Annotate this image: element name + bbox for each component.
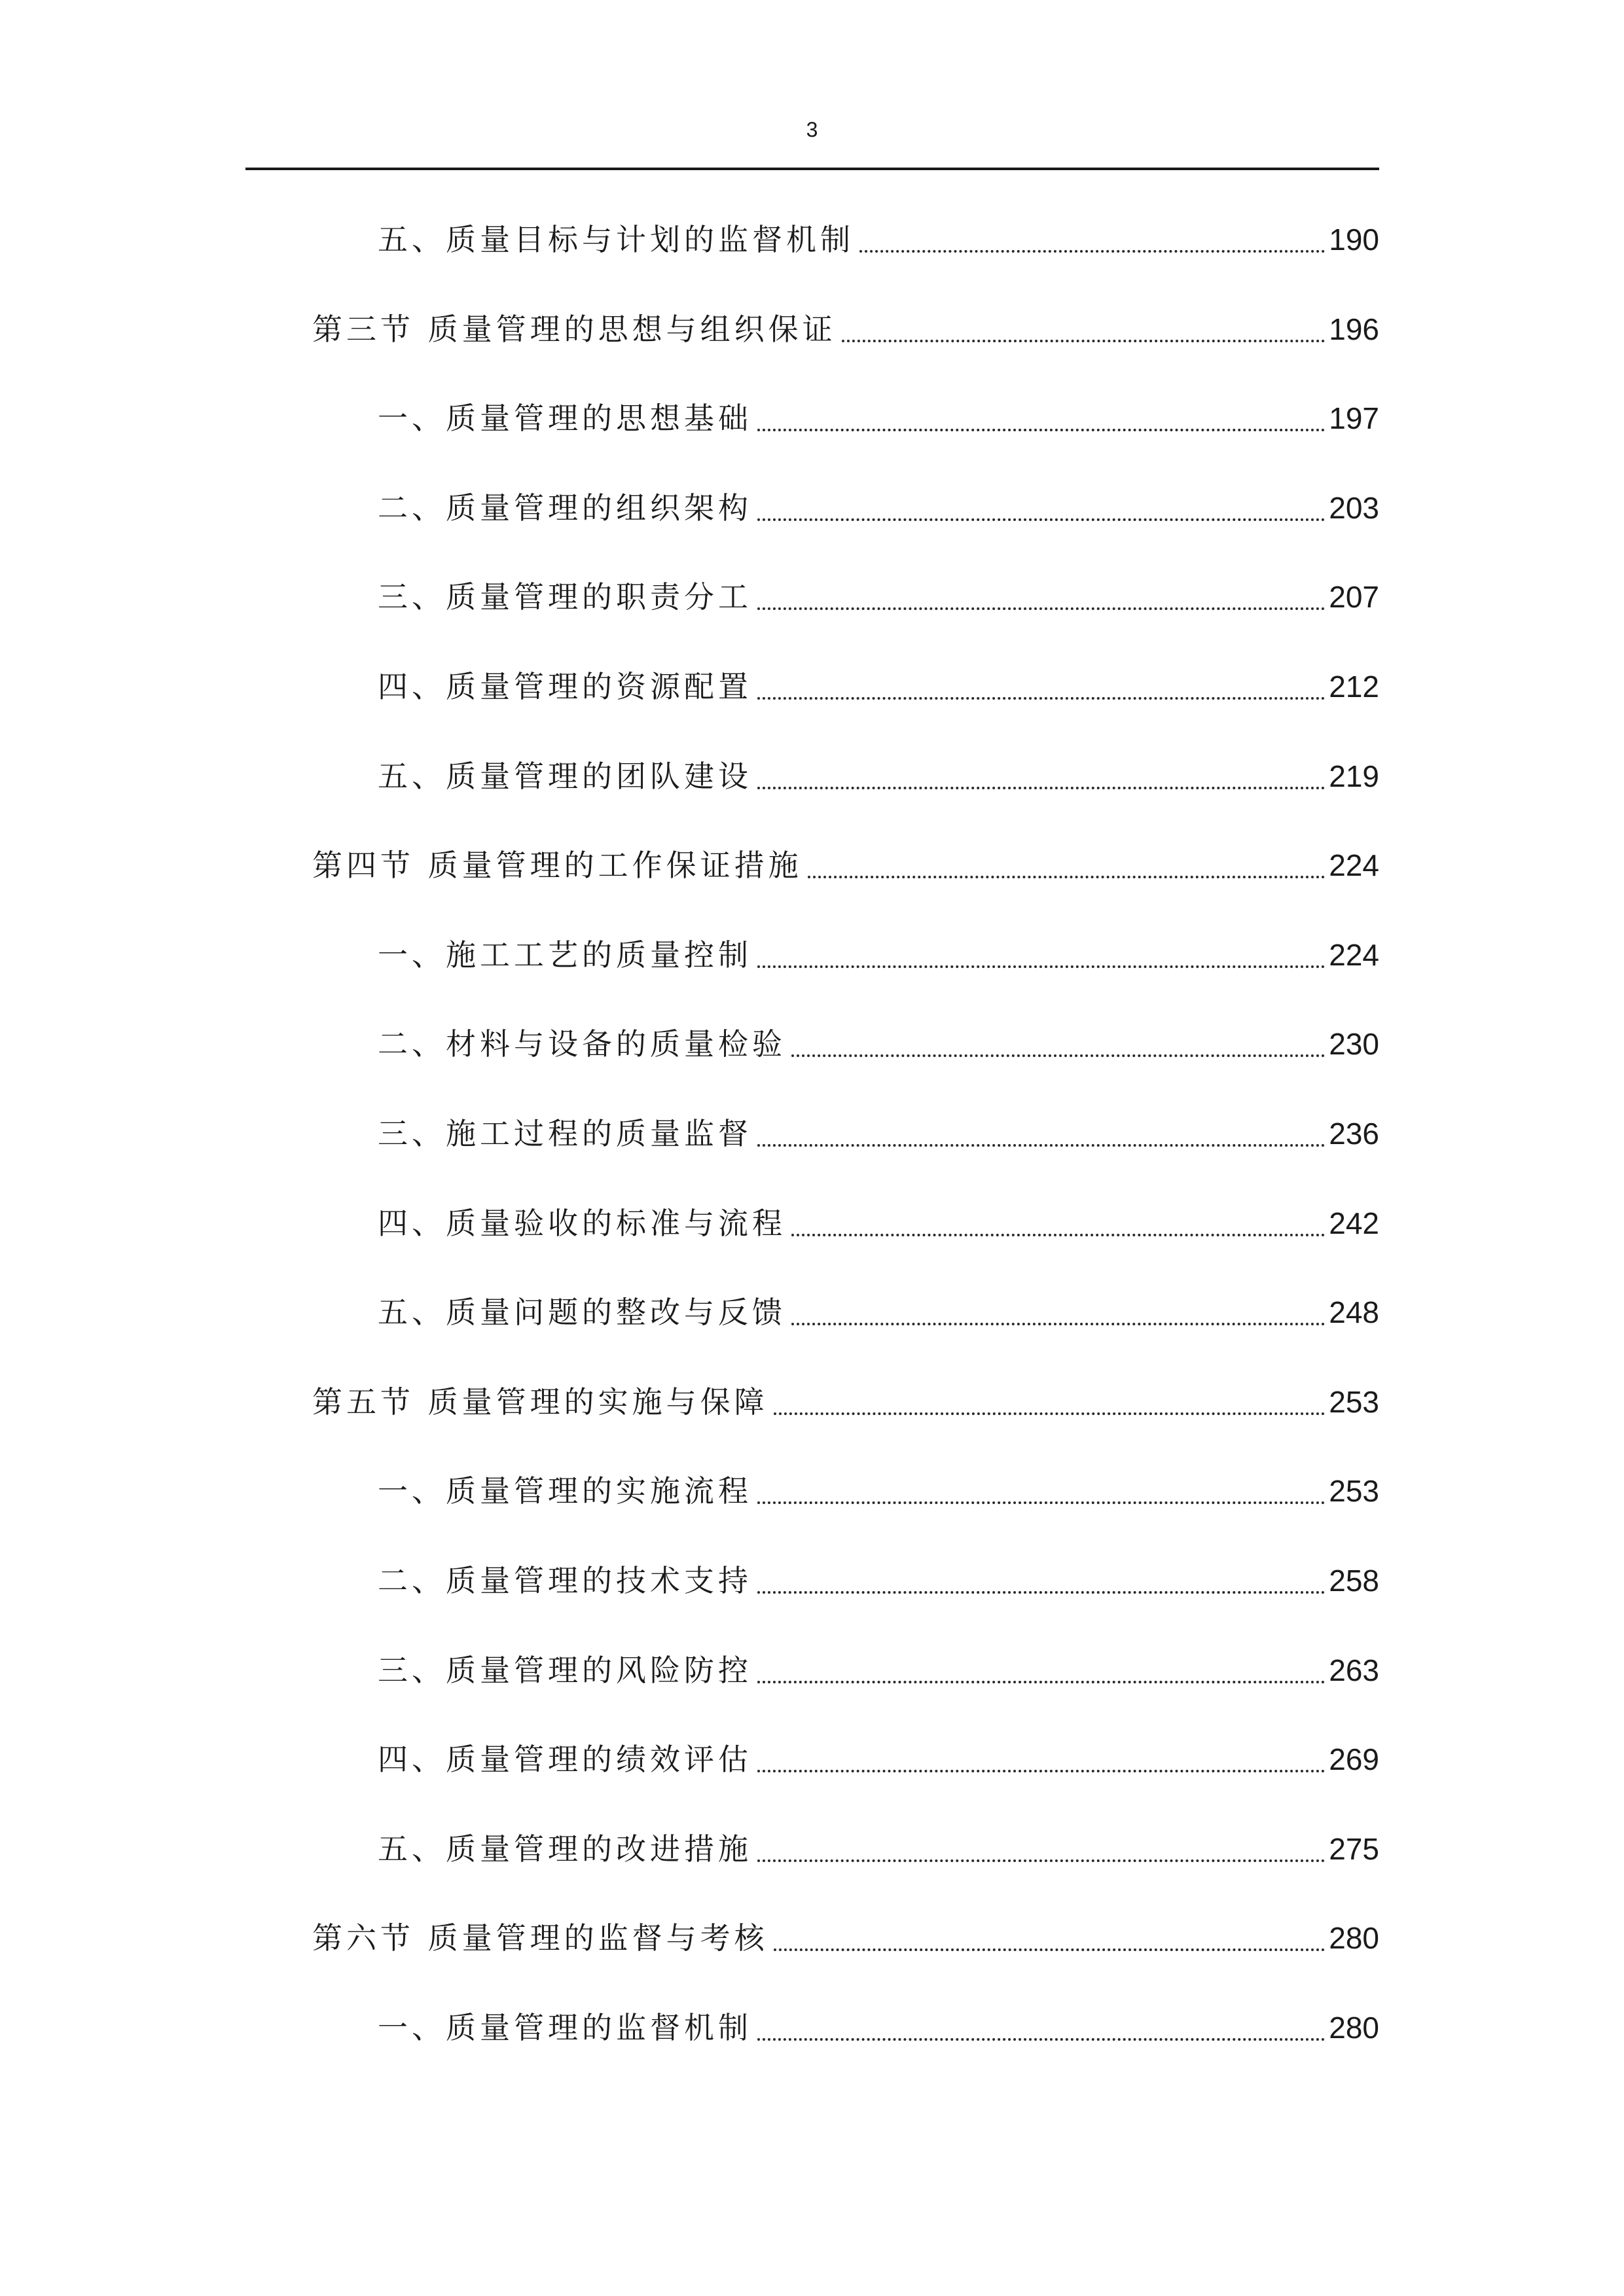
- toc-subsection-entry[interactable]: [0, 2001, 1379, 2054]
- toc-dot-leader: [757, 787, 1325, 789]
- toc-entry-title: 五、质量目标与计划的监督机制: [378, 222, 854, 257]
- toc-subsection-entry[interactable]: [0, 1197, 1379, 1249]
- toc-dot-leader: [842, 340, 1326, 342]
- toc-dot-leader: [757, 1591, 1325, 1594]
- toc-subsection-entry[interactable]: [0, 1823, 1379, 1875]
- toc-subsection-entry[interactable]: [0, 1554, 1379, 1607]
- toc-dot-leader: [757, 1681, 1325, 1683]
- toc-entry-page-number: 203: [1329, 491, 1379, 525]
- toc-entry-title: 五、质量管理的改进措施: [378, 1831, 752, 1867]
- toc-subsection-entry[interactable]: [0, 1733, 1379, 1785]
- toc-entry-title: 第六节 质量管理的监督与考核: [312, 1920, 768, 1956]
- toc-entry-page-number: 258: [1329, 1564, 1379, 1598]
- toc-dot-leader: [757, 429, 1325, 431]
- toc-entry-title: 四、质量管理的资源配置: [378, 669, 752, 704]
- toc-entry-title: 五、质量管理的团队建设: [378, 759, 752, 794]
- toc-entry-page-number: 263: [1329, 1653, 1379, 1687]
- toc-entry-page-number: 224: [1329, 848, 1379, 882]
- toc-entry-title: 第四节 质量管理的工作保证措施: [312, 848, 803, 883]
- toc-dot-leader: [859, 250, 1325, 253]
- toc-entry-page-number: 275: [1329, 1832, 1379, 1866]
- toc-dot-leader: [757, 607, 1325, 610]
- header-rule: [245, 168, 1379, 170]
- toc-entry-title: 一、质量管理的实施流程: [378, 1473, 752, 1509]
- toc-entry-page-number: 280: [1329, 1921, 1379, 1955]
- toc-dot-leader: [757, 518, 1325, 521]
- toc-dot-leader: [757, 697, 1325, 700]
- toc-entry-title: 二、质量管理的技术支持: [378, 1563, 752, 1598]
- page-number: 3: [806, 118, 818, 141]
- toc-dot-leader: [791, 1054, 1325, 1057]
- toc-entry-title: 五、质量问题的整改与反馈: [378, 1295, 786, 1330]
- toc-subsection-entry[interactable]: [0, 1018, 1379, 1070]
- toc-dot-leader: [757, 1859, 1325, 1862]
- toc-section-entry[interactable]: [0, 1912, 1379, 1964]
- toc-subsection-entry[interactable]: [0, 750, 1379, 802]
- toc-entry-page-number: 253: [1329, 1474, 1379, 1508]
- toc-entry-page-number: 253: [1329, 1385, 1379, 1419]
- toc-dot-leader: [808, 876, 1326, 878]
- toc-entry-page-number: 197: [1329, 401, 1379, 435]
- toc-entry-page-number: 196: [1329, 312, 1379, 346]
- toc-entry-title: 第五节 质量管理的实施与保障: [312, 1384, 768, 1420]
- toc-section-entry[interactable]: [0, 839, 1379, 891]
- toc-subsection-entry[interactable]: [0, 392, 1379, 444]
- toc-dot-leader: [791, 1234, 1325, 1236]
- toc-entry-title: 一、施工工艺的质量控制: [378, 937, 752, 973]
- toc-dot-leader: [774, 1412, 1326, 1415]
- toc-entry-title: 三、施工过程的质量监督: [378, 1116, 752, 1151]
- toc-entry-title: 一、质量管理的监督机制: [378, 2010, 752, 2045]
- toc-subsection-entry[interactable]: [0, 1286, 1379, 1338]
- toc-entry-page-number: 269: [1329, 1742, 1379, 1776]
- toc-dot-leader: [757, 1770, 1325, 1772]
- toc-dot-leader: [757, 965, 1325, 968]
- toc-entry-title: 三、质量管理的风险防控: [378, 1653, 752, 1688]
- toc-dot-leader: [791, 1323, 1325, 1325]
- toc-subsection-entry[interactable]: [0, 1644, 1379, 1696]
- toc-dot-leader: [757, 2038, 1325, 2041]
- toc-entry-page-number: 212: [1329, 670, 1379, 704]
- toc-entry-title: 二、质量管理的组织架构: [378, 490, 752, 526]
- toc-dot-leader: [757, 1501, 1325, 1504]
- toc-entry-page-number: 248: [1329, 1295, 1379, 1329]
- toc-entry-title: 二、材料与设备的质量检验: [378, 1026, 786, 1062]
- toc-entry-page-number: 219: [1329, 759, 1379, 793]
- toc-dot-leader: [774, 1948, 1326, 1951]
- toc-entry-title: 四、质量管理的绩效评估: [378, 1742, 752, 1777]
- toc-subsection-entry[interactable]: [0, 571, 1379, 623]
- toc-section-entry[interactable]: [0, 1376, 1379, 1428]
- toc-subsection-entry[interactable]: [0, 1107, 1379, 1160]
- toc-subsection-entry[interactable]: [0, 929, 1379, 981]
- toc-entry-title: 三、质量管理的职责分工: [378, 579, 752, 615]
- toc-subsection-entry[interactable]: [0, 213, 1379, 266]
- toc-entry-page-number: 230: [1329, 1027, 1379, 1061]
- toc-subsection-entry[interactable]: [0, 482, 1379, 534]
- toc-entry-page-number: 242: [1329, 1206, 1379, 1240]
- toc-entry-page-number: 207: [1329, 580, 1379, 614]
- toc-entry-title: 一、质量管理的思想基础: [378, 401, 752, 436]
- toc-entry-page-number: 236: [1329, 1117, 1379, 1151]
- toc-entry-title: 第三节 质量管理的思想与组织保证: [312, 312, 837, 347]
- toc-entry-page-number: 280: [1329, 2011, 1379, 2045]
- toc-entry-page-number: 190: [1329, 223, 1379, 257]
- toc-subsection-entry[interactable]: [0, 660, 1379, 713]
- toc-section-entry[interactable]: [0, 303, 1379, 355]
- toc-dot-leader: [757, 1144, 1325, 1147]
- toc-entry-title: 四、质量验收的标准与流程: [378, 1206, 786, 1241]
- toc-subsection-entry[interactable]: [0, 1465, 1379, 1517]
- toc-entry-page-number: 224: [1329, 938, 1379, 972]
